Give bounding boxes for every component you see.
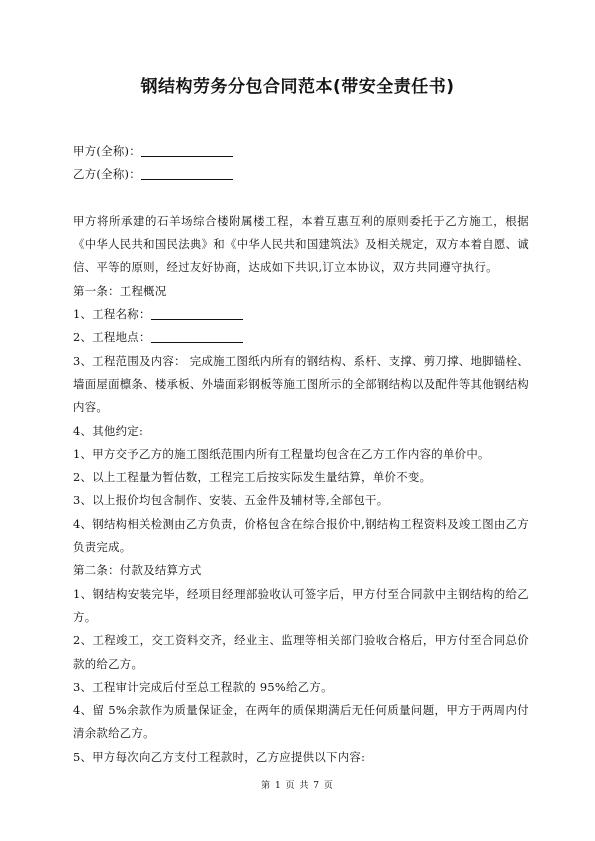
project-location-blank: [151, 329, 243, 343]
article-2-heading: 第二条：付款及结算方式: [73, 563, 202, 578]
page-number-footer: 第 1 页 共 7 页: [261, 781, 334, 791]
project-name-blank: [151, 306, 243, 320]
other-terms-heading: 4、其他约定:: [73, 423, 144, 438]
party-a-label: 甲方(全称)：: [73, 144, 141, 158]
other-term-4: 4、钢结构相关检测由乙方负责，价格包含在综合报价中,钢结构工程资料及竣工图由乙方负责完成。: [73, 516, 529, 555]
project-location-line: [73, 326, 529, 349]
document-body: [73, 140, 529, 769]
project-name-label: 1、工程名称：: [73, 307, 151, 322]
other-term-2: 2、以上工程量为暂估数，工程完工后按实际发生量结算，单价不变。: [73, 470, 432, 485]
article-1-heading: 第一条：工程概况: [73, 283, 167, 298]
payment-term-3: 3、工程审计完成后付至总工程款的 95%给乙方。: [73, 679, 333, 694]
party-b-blank: [141, 166, 233, 180]
other-term-3: 3、以上报价均包含制作、安装、五金件及辅材等,全部包干。: [73, 493, 389, 508]
payment-term-5: 5、甲方每次向乙方支付工程款时，乙方应提供以下内容:: [73, 749, 366, 764]
payment-term-4: 4、留 5%余款作为质量保证金，在两年的质保期满后无任何质量问题，甲方于两周内付清余款给乙方。: [73, 703, 529, 741]
spacer: [73, 187, 529, 210]
other-term-1: 1、甲方交予乙方的施工图纸范围内所有工程量均包含在乙方工作内容的单价中。: [73, 446, 490, 461]
intro-paragraph: 甲方将所承建的石羊场综合楼附属楼工程，本着互惠互利的原则委托于乙方施工，根据《中华人民共和国民法典》和《中华人民共和国建筑法》及相关规定，双方本着自愿、诚信、平等的原则，经过友好协商，达成如下共识,订立本协议，双方共同遵守执行。: [73, 213, 529, 275]
payment-term-1: 1、钢结构安装完毕，经项目经理部验收认可签字后，甲方付至合同款中主钢结构的给乙方。: [73, 586, 529, 624]
document-title: 钢结构劳务分包合同范本(带安全责任书): [140, 77, 455, 97]
party-a-line: [73, 140, 529, 163]
project-name-line: [73, 303, 529, 326]
party-b-label: 乙方(全称)：: [73, 167, 141, 182]
payment-term-2: 2、工程竣工，交工资料交齐，经业主、监理等相关部门验收合格后，甲方付至合同总价款的给乙方。: [73, 633, 529, 671]
project-location-label: 2、工程地点：: [73, 330, 151, 345]
party-a-blank: [141, 143, 233, 157]
party-b-line: [73, 163, 529, 186]
scope-paragraph: 3、工程范围及内容： 完成施工图纸内所有的钢结构、系杆、支撑、剪刀撑、地脚锚栓、墙面屋面檩条、楼承板、外墙面彩钢板等施工图所示的全部钢结构以及配件等其他钢结构内容。: [73, 353, 529, 415]
